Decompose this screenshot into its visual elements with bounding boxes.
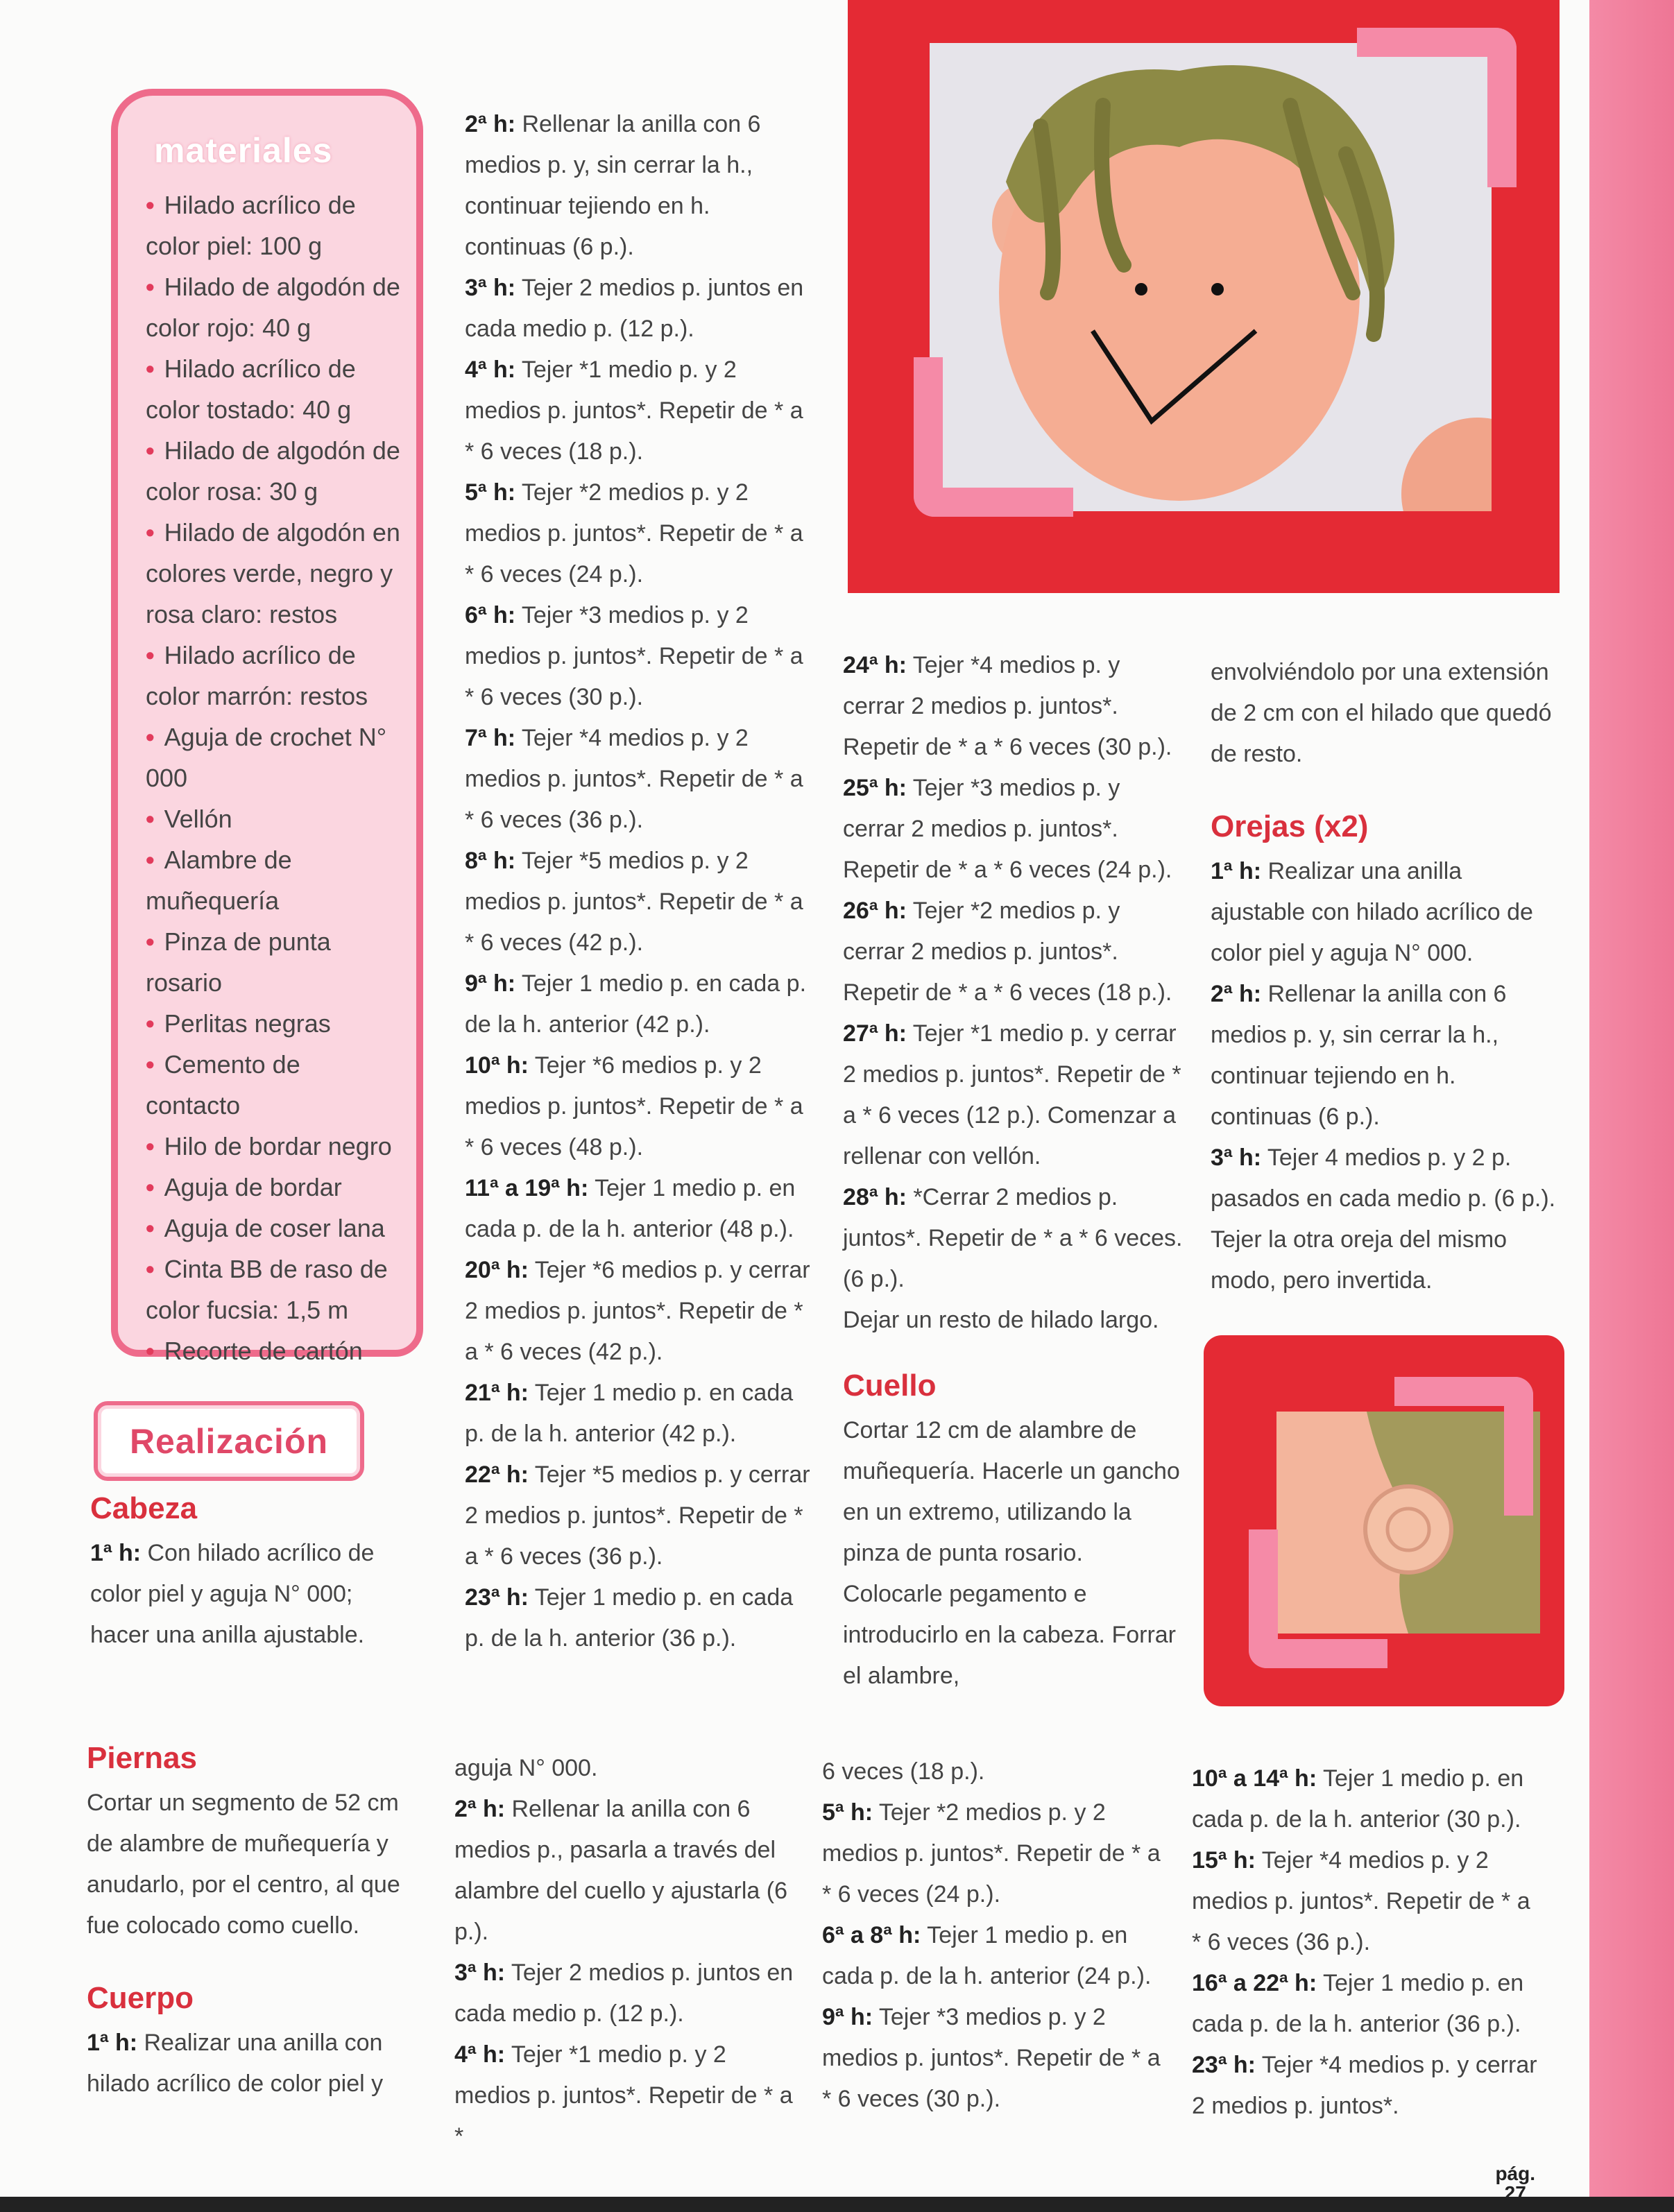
row-number: 7ª h: (465, 725, 516, 751)
row-instruction (465, 1250, 812, 1373)
row-text: Tejer 1 medio p. en cada p. de la h. anterior (42 p.). (465, 970, 807, 1038)
row-text: Tejer 1 medio p. en cada p. de la h. anterior (36 p.). (465, 1584, 794, 1652)
row-number: 1ª h: (87, 2030, 138, 2056)
frame-corner (1357, 28, 1517, 187)
row-number: 1ª h: (1211, 858, 1262, 884)
row-instruction (843, 1013, 1183, 1177)
list-item: • Perlitas negras (146, 1003, 401, 1044)
piernas-text: Cortar un segmento de 52 cm de alambre de muñequería y anudarlo, por el centro, al que fue colocado como cuello. (87, 1790, 400, 1939)
cabeza-title: Cabeza (90, 1491, 198, 1525)
orejas-tail: Tejer la otra oreja del mismo modo, pero invertida. (1211, 1226, 1508, 1294)
column-2 (465, 104, 812, 1659)
row-number: 15ª h: (1192, 1847, 1256, 1874)
row-instruction (465, 1455, 812, 1577)
row-instruction (87, 2023, 420, 2104)
list-item: • Recorte de cartón (146, 1330, 401, 1371)
row-number: 27ª h: (843, 1020, 907, 1047)
cabeza-section (90, 1484, 416, 1656)
row-instruction (1192, 1758, 1539, 1840)
row-instruction (1192, 2045, 1539, 2127)
list-item: • Vellón (146, 798, 401, 839)
list-item: • Hilado acrílico de color tostado: 40 g (146, 348, 401, 430)
list-item: • Hilado de algodón en colores verde, negro y rosa claro: restos (146, 512, 401, 635)
page-label: pág. (1495, 2163, 1535, 2184)
row-number: 2ª h: (454, 1796, 506, 1822)
row-instruction (454, 1789, 798, 1953)
row-instruction (465, 595, 812, 718)
row-number: 9ª h: (465, 970, 516, 997)
row-instruction (465, 841, 812, 963)
row-instruction (454, 2034, 798, 2157)
list-item: • Hilado de algodón de color rojo: 40 g (146, 266, 401, 348)
list-item: • Cemento de contacto (146, 1044, 401, 1126)
materials-title: materiales (154, 131, 333, 170)
cuello-continued: envolviéndolo por una extensión de 2 cm con el hilado que quedó de resto. (1211, 659, 1552, 767)
frame-corner (1394, 1377, 1533, 1516)
row-number: 21ª h: (465, 1380, 529, 1406)
row-text: Tejer *3 medios p. y cerrar 2 medios p. juntos*. Repetir de * a * 6 veces (24 p.). (843, 775, 1172, 883)
cuerpo-continued: 6 veces (18 p.). (822, 1758, 985, 1785)
orejas-title: Orejas (x2) (1211, 809, 1369, 843)
row-number: 5ª h: (465, 479, 516, 506)
list-item: • Aguja de coser lana (146, 1208, 401, 1249)
row-number: 23ª h: (465, 1584, 529, 1611)
materials-list (146, 185, 401, 1371)
row-number: 5ª h: (822, 1799, 873, 1826)
list-item: • Hilo de bordar negro (146, 1126, 401, 1167)
row-text: Tejer 1 medio p. en cada p. de la h. anterior (24 p.). (822, 1922, 1152, 1989)
row-instruction (822, 1915, 1162, 1997)
row-text: Rellenar la anilla con 6 medios p., pasarla a través del alambre del cuello y ajustarla (6 p.). (454, 1796, 788, 1945)
row-instruction (1211, 974, 1557, 1138)
row-number: 23ª h: (1192, 2052, 1256, 2078)
row-number: 11ª a 19ª h: (465, 1175, 589, 1201)
page-edge-band (1589, 0, 1674, 2212)
bottom-column-1 (87, 1734, 420, 2104)
cuello-text: Cortar 12 cm de alambre de muñequería. Hacerle un gancho en un extremo, utilizando la pinza de punta rosario. Colocarle pegamento e introducirlo en la cabeza. Forrar el alambre, (843, 1417, 1180, 1689)
row-instruction (1192, 1963, 1539, 2045)
cuerpo-continued: aguja N° 000. (454, 1755, 598, 1781)
piernas-title: Piernas (87, 1741, 197, 1775)
row-text: Tejer *3 medios p. y 2 medios p. juntos*. Repetir de * a * 6 veces (30 p.). (822, 2004, 1161, 2112)
row-text: Tejer *3 medios p. y 2 medios p. juntos*. Repetir de * a * 6 veces (30 p.). (465, 602, 803, 710)
row-text: Tejer *6 medios p. y 2 medios p. juntos*. Repetir de * a * 6 veces (48 p.). (465, 1052, 803, 1160)
row-text: Realizar una anilla ajustable con hilado acrílico de color piel y aguja N° 000. (1211, 858, 1533, 966)
row-text: Tejer *6 medios p. y cerrar 2 medios p. juntos*. Repetir de * a * 6 veces (42 p.). (465, 1257, 810, 1365)
row-text: Tejer *4 medios p. y 2 medios p. juntos*. Repetir de * a * 6 veces (36 p.). (1192, 1847, 1530, 1955)
row-text: Con hilado acrílico de color piel y aguja N° 000; hacer una anilla ajustable. (90, 1540, 375, 1648)
row-number: 10ª a 14ª h: (1192, 1765, 1317, 1792)
row-instruction (465, 1577, 812, 1659)
row-text: Tejer *2 medios p. y 2 medios p. juntos*. Repetir de * a * 6 veces (24 p.). (822, 1799, 1161, 1907)
row-instruction (465, 1168, 812, 1250)
row-number: 6ª a 8ª h: (822, 1922, 921, 1948)
row-instruction (90, 1533, 416, 1656)
row-number: 3ª h: (454, 1960, 506, 1986)
bottom-column-4 (1192, 1758, 1539, 2127)
row-number: 28ª h: (843, 1184, 907, 1210)
row-text: Realizar una anilla con hilado acrílico de color piel y (87, 2030, 384, 2097)
row-number: 6ª h: (465, 602, 516, 628)
row-instruction (465, 718, 812, 841)
row-number: 26ª h: (843, 898, 907, 924)
tail-text: Dejar un resto de hilado largo. (843, 1307, 1159, 1333)
row-instruction (465, 472, 812, 595)
row-instruction (465, 963, 812, 1045)
row-number: 3ª h: (1211, 1144, 1262, 1171)
row-text: Tejer *1 medio p. y 2 medios p. juntos*. Repetir de * a * (454, 2041, 793, 2150)
list-item: • Pinza de punta rosario (146, 921, 401, 1003)
row-text: Tejer *1 medio p. y 2 medios p. juntos*. Repetir de * a * 6 veces (18 p.). (465, 357, 803, 465)
row-text: Tejer *4 medios p. y cerrar 2 medios p. juntos*. (1192, 2052, 1537, 2119)
row-number: 4ª h: (454, 2041, 506, 2068)
row-number: 3ª h: (465, 275, 516, 301)
row-text: Tejer 2 medios p. juntos en cada medio p. (12 p.). (454, 1960, 794, 2027)
page-bottom-edge (0, 2197, 1674, 2212)
list-item: • Alambre de muñequería (146, 839, 401, 921)
row-text: Tejer *1 medio p. y cerrar 2 medios p. juntos*. Repetir de * a * 6 veces (12 p.). Comenzar a rellenar con vellón. (843, 1020, 1181, 1169)
page-number (1495, 2164, 1535, 2203)
list-item: • Hilado acrílico de color piel: 100 g (146, 185, 401, 266)
row-number: 24ª h: (843, 652, 907, 678)
cuello-title: Cuello (843, 1369, 937, 1403)
column-4 (1211, 652, 1557, 1301)
row-number: 25ª h: (843, 775, 907, 801)
list-item: • Aguja de bordar (146, 1167, 401, 1208)
row-instruction (822, 1997, 1162, 2120)
row-instruction (454, 1953, 798, 2034)
row-text: Tejer *4 medios p. y cerrar 2 medios p. juntos*. Repetir de * a * 6 veces (30 p.). (843, 652, 1172, 760)
row-number: 2ª h: (465, 111, 516, 137)
row-instruction (1211, 851, 1557, 974)
row-number: 1ª h: (90, 1540, 142, 1566)
doll-head-photo-frame (848, 0, 1560, 593)
row-number: 4ª h: (465, 357, 516, 383)
row-instruction (1211, 1138, 1557, 1219)
row-number: 22ª h: (465, 1461, 529, 1488)
row-text: Tejer 1 medio p. en cada p. de la h. anterior (30 p.). (1192, 1765, 1524, 1833)
list-item: • Cinta BB de raso de color fucsia: 1,5 m (146, 1249, 401, 1330)
row-text: Tejer 4 medios p. y 2 p. pasados en cada medio p. (6 p.). (1211, 1144, 1556, 1212)
row-text: Tejer 1 medio p. en cada p. de la h. anterior (36 p.). (1192, 1970, 1524, 2037)
row-text: Tejer *2 medios p. y cerrar 2 medios p. juntos*. Repetir de * a * 6 veces (18 p.). (843, 898, 1172, 1006)
list-item: • Hilado acrílico de color marrón: restos (146, 635, 401, 717)
row-number: 10ª h: (465, 1052, 529, 1079)
row-text: Tejer *5 medios p. y 2 medios p. juntos*. Repetir de * a * 6 veces (42 p.). (465, 848, 803, 956)
row-instruction (843, 768, 1183, 891)
row-instruction (465, 350, 812, 472)
row-text: *Cerrar 2 medios p. juntos*. Repetir de * a * 6 veces. (6 p.). (843, 1184, 1183, 1292)
bottom-column-3 (822, 1751, 1162, 2120)
row-instruction (843, 1177, 1183, 1300)
row-instruction (843, 891, 1183, 1013)
row-text: Tejer *5 medios p. y cerrar 2 medios p. juntos*. Repetir de * a * 6 veces (36 p.). (465, 1461, 810, 1570)
materials-box (111, 89, 423, 1365)
ear-photo-frame (1204, 1335, 1564, 1706)
row-instruction (465, 268, 812, 350)
row-number: 8ª h: (465, 848, 516, 874)
row-number: 16ª a 22ª h: (1192, 1970, 1317, 1996)
bottom-column-2 (454, 1748, 798, 2157)
page-number-value: 27 (1504, 2182, 1526, 2204)
row-text: Tejer *4 medios p. y 2 medios p. juntos*. Repetir de * a * 6 veces (36 p.). (465, 725, 803, 833)
row-instruction (843, 645, 1183, 768)
row-instruction (1192, 1840, 1539, 1963)
frame-corner (914, 357, 1073, 517)
row-instruction (465, 104, 812, 268)
row-instruction (465, 1045, 812, 1168)
cuerpo-title: Cuerpo (87, 1981, 194, 2015)
row-number: 20ª h: (465, 1257, 529, 1283)
row-text: Rellenar la anilla con 6 medios p. y, sin cerrar la h., continuar tejiendo en h. continuas (6 p.). (465, 111, 761, 260)
row-text: Tejer 1 medio p. en cada p. de la h. anterior (42 p.). (465, 1380, 794, 1447)
row-instruction (822, 1792, 1162, 1915)
row-number: 9ª h: (822, 2004, 873, 2030)
realizacion-label (94, 1401, 364, 1481)
row-number: 2ª h: (1211, 981, 1262, 1007)
column-3 (843, 645, 1183, 1697)
row-text: Tejer *2 medios p. y 2 medios p. juntos*. Repetir de * a * 6 veces (24 p.). (465, 479, 803, 588)
frame-corner (1249, 1529, 1387, 1668)
row-text: Tejer 2 medios p. juntos en cada medio p. (12 p.). (465, 275, 804, 342)
list-item: • Hilado de algodón de color rosa: 30 g (146, 430, 401, 512)
row-instruction (465, 1373, 812, 1455)
row-text: Rellenar la anilla con 6 medios p. y, sin cerrar la h., continuar tejiendo en h. continuas (6 p.). (1211, 981, 1507, 1130)
realizacion-text: Realización (129, 1421, 329, 1461)
row-text: Tejer 1 medio p. en cada p. de la h. anterior (48 p.). (465, 1175, 796, 1242)
list-item: • Aguja de crochet N° 000 (146, 717, 401, 798)
